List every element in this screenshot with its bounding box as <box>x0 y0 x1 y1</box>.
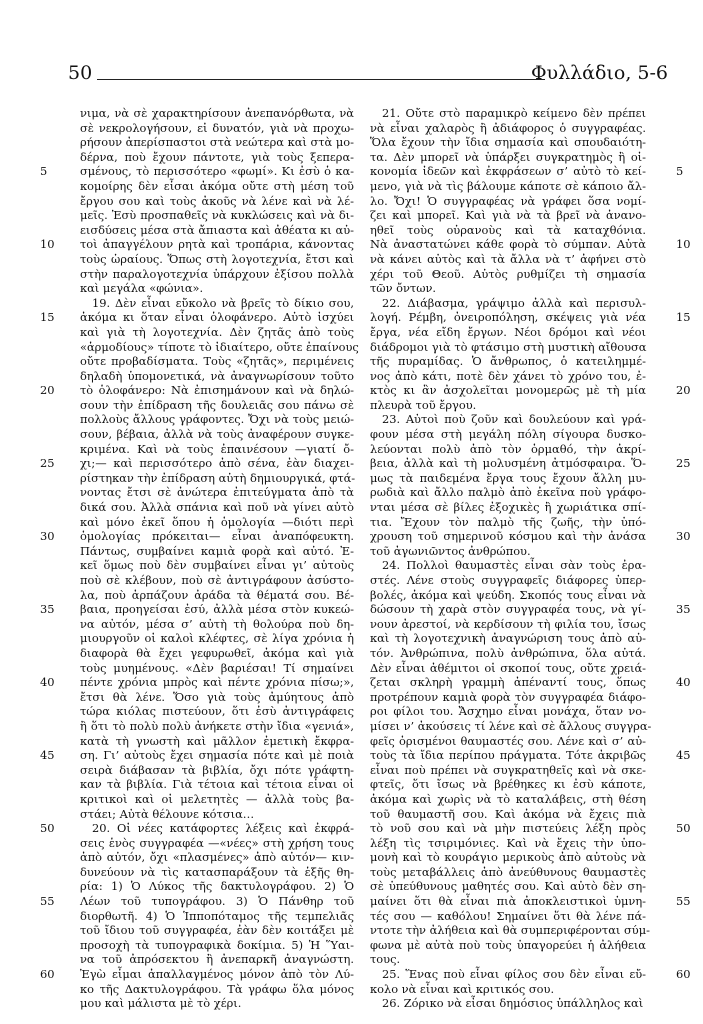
text-line: ρίστηκαν τὴν ἐπίδραση αὐτὴ δημιουργικά, φτά- <box>80 470 356 485</box>
text-line: χρουση τοῦ σημερινοῦ κόσμου καὶ τὴν ἀνάσα <box>370 529 646 544</box>
line-number: 50 <box>40 821 55 836</box>
text-line: ζει καὶ μπορεῖ. Καὶ γιὰ νὰ τὰ βρεῖ νὰ ἀνανο- <box>370 208 646 223</box>
text-line: τους. <box>370 952 401 967</box>
line-number: 5 <box>40 164 48 179</box>
text-line: σουν, βέβαια, ἀλλὰ νὰ τοὺς ἀναφέρουν συγκε- <box>80 427 354 442</box>
text-line: δικά σου. Ἀλλὰ σπάνια καὶ ποῦ νὰ γίνει αὐτὸ <box>80 500 354 515</box>
text-line: τοὶ ἀπαγγέλουν ρητὰ καὶ τροπάρια, κάνοντας <box>80 237 354 252</box>
right-column <box>370 106 652 1011</box>
text-line: κριτικοὶ καὶ οἱ μελετητὲς — ἀλλὰ τοὺς βα- <box>80 791 354 806</box>
line-number: 50 <box>676 821 691 836</box>
line-number: 40 <box>676 675 691 690</box>
line-number: 25 <box>676 456 691 471</box>
text-line: καὶ μόνο ἐκεῖ ὅπου ἡ ὁμολογία —διότι περὶ <box>80 514 354 529</box>
line-number: 25 <box>40 456 55 471</box>
text-line: χέρι τοῦ Θεοῦ. Αὐτὸς ρυθμίζει τὴ σημασία <box>370 266 646 281</box>
text-line: ρία: 1) Ὁ Λύκος τῆς δακτυλογράφου. 2) Ὁ <box>80 879 354 894</box>
line-number: 45 <box>676 748 691 763</box>
line-number: 30 <box>40 529 55 544</box>
text-line: να αὐτόν, μέσα σ’ αὐτὴ τὴ θολούρα ποὺ δη- <box>80 616 354 631</box>
text-line: σουν τὴν ἐπίδραση τῆς δουλειᾶς σου πάνω σὲ <box>80 397 354 412</box>
text-line: μιουργοῦν οἱ καλοὶ κλέφτες, σὲ λίγα χρόνια ἡ <box>80 631 354 646</box>
text-line: τὸ ὁλοφάνερο: Νὰ ἐπισημάνουν καὶ νὰ δηλώ- <box>80 383 354 398</box>
text-line: προτρέπουν καμιὰ φορὰ τὸν συγγραφέα διάφο- <box>370 689 646 704</box>
line-number: 30 <box>676 529 691 544</box>
text-line: 20. Οἱ νέες κατάφορτες λέξεις καὶ ἐκφρά- <box>92 821 354 836</box>
text-line: ἢ ὅτι τὸ πολὺ πολὺ ἀνήκετε στὴν ἴδια «γενιά», <box>80 718 354 733</box>
text-line: ἔργα, νέα εἴδη ἔργων. Νέοι δρόμοι καὶ νέοι <box>370 324 646 339</box>
text-line: βολές, ἀκόμα καὶ ψεύδη. Σκοπός τους εἶναι νὰ <box>370 587 646 602</box>
text-line: κονομία ἰδεῶν καὶ ἐκφράσεων σ’ αὐτὸ τὸ κεί- <box>370 164 646 179</box>
text-line: 24. Πολλοὶ θαυμαστὲς εἶναι σὰν τοὺς ἐρα- <box>382 558 646 573</box>
text-line: σμένους, τὸ περισσότερο «φωμί». Κι ἐσὺ ὁ κα- <box>80 164 354 179</box>
text-line: σειρὰ διάβασαν τὰ βιβλία, ὄχι πότε γράφτη- <box>80 762 354 777</box>
text-line: Δὲν εἶναι ἀθέμιτοι οἱ σκοποί τους, οὔτε χρειά- <box>370 660 646 675</box>
text-line: στές. Λένε στοὺς συγγραφεῖς διάφορες ὑπερ- <box>370 573 646 587</box>
line-number: 45 <box>40 748 55 763</box>
text-line: ἔργου σου καὶ τοὺς ἀκοῦς νὰ λένε καὶ νὰ λέ- <box>80 193 354 208</box>
text-line: ἀκόμα κι ὅταν εἶναι ὁλοφάνερο. Αὐτὸ ἰσχύει <box>80 310 354 325</box>
text-line: καὶ γιὰ τὴ λογοτεχνία. Δὲν ζητᾶς ἀπὸ τοὺς <box>80 324 354 339</box>
text-line: τοὺς ὡραίους. Ὅπως στὴ λογοτεχνία, ἔτσι καὶ <box>80 251 354 266</box>
text-line: ὁμολογίας πρόκειται— εἶναι ἀναπόφευκτη. <box>80 529 354 544</box>
text-line: κριμένα. Καὶ νὰ τοὺς ἐπαινέσουν —γιατί ὄ- <box>80 441 354 456</box>
text-line: διάδρομοι γιὰ τὸ φτάσιμο στὴ μυστικὴ αἴθουσα <box>370 339 647 354</box>
text-line: φτεῖς, ὅτι ἴσως νὰ βρέθηκες κι ἐσὺ κάποτε, <box>370 777 646 792</box>
text-line: τώρα κιόλας πιστεύουν, ὅτι ἐσὺ ἀντιγράφεις <box>80 704 354 719</box>
text-line: μονὴ καὶ τὸ κουράγιο μερικοὺς ἀπὸ αὐτοὺς νὰ <box>370 850 646 865</box>
text-line: χι;— καὶ περισσότερο ἀπὸ σένα, ἐὰν διαχει- <box>80 456 354 471</box>
line-number: 10 <box>676 237 691 252</box>
text-line: λα, ποὺ ἁρπάζουν ἀράδα τὰ θέματά σου. Βέ- <box>80 587 354 602</box>
text-line: τοὺς μεταβάλλεις ἀπὸ ἀνεύθυνους θαυμαστὲς <box>370 864 646 879</box>
text-line: μως τὰ παιδεμένα ἔργα τους ἔχουν ἄλλη μυ- <box>370 470 646 485</box>
text-line: τές σου — καθόλου! Σημαίνει ὅτι θὰ λένε πά- <box>370 908 646 923</box>
text-line: ἔτσι θὰ λένε. Ὅσο γιὰ τοὺς ἀμύητους ἀπὸ <box>80 689 354 704</box>
text-line: ρήσουν ἀπερίσπαστοι στὰ νεώτερα καὶ στὰ μο- <box>80 135 354 150</box>
text-line: καὶ τὴ λογοτεχνικὴ ἀναγνώριση τους ἀπὸ αὐ- <box>370 631 646 646</box>
line-number: 60 <box>40 967 55 982</box>
text-line: ποὺ σὲ κλέβουν, ποὺ σὲ ἀντιγράφουν ἀσύστο- <box>80 573 354 587</box>
text-line: λο. Ὄχι! Ὁ συγγραφέας νὰ γράφει ὅσα νομί- <box>370 193 646 208</box>
text-line: Ὅλα ἔχουν τὴν ἴδια σημασία καὶ σπουδαιότη- <box>370 135 646 150</box>
text-line: 22. Διάβασμα, γράψιμο ἀλλὰ καὶ περισυλ- <box>382 295 646 310</box>
text-line: Λέων τοῦ τυπογράφου. 3) Ὁ Πάνθηρ τοῦ <box>80 894 354 909</box>
text-line: πλευρὰ τοῦ ἔργου. <box>370 397 477 412</box>
text-line: ροι φίλοι του. Ἄσχημο εἶναι μονάχα, ὅταν νο- <box>370 704 646 719</box>
text-line: ἀκόμα καὶ χωρὶς νὰ τὸ καταλάβεις, στὴ θέση <box>370 791 646 806</box>
text-line: δέρνα, ποὺ ἔχουν πάντοτε, γιὰ τοὺς ξεπερα- <box>80 149 354 164</box>
text-line: τόν. Ἀνθρώπινα, πολὺ ἀνθρώπινα, ὅλα αὐτά. <box>370 645 646 660</box>
line-number: 55 <box>40 894 55 909</box>
text-line: ἀπὸ αὐτόν, ὄχι «πλασμένες» ἀπὸ αὐτόν— κιν- <box>80 850 354 865</box>
text-line: 23. Αὐτοὶ ποὺ ζοῦν καὶ δουλεύουν καὶ γρά- <box>382 412 646 427</box>
text-line: τὸ νοῦ σου καὶ νὰ μὴν πιστεύεις λέξη πρὸς <box>370 821 646 836</box>
line-number: 10 <box>40 237 55 252</box>
text-line: Πάντως, συμβαίνει καμιὰ φορὰ καὶ αὐτό. Ἐ- <box>80 543 354 558</box>
text-line: εἶναι ποὺ πρέπει νὰ συγκρατηθεῖς καὶ νὰ σκε- <box>370 762 646 777</box>
line-number: 55 <box>676 894 691 909</box>
text-line: 19. Δὲν εἶναι εὔκολο νὰ βρεῖς τὸ δίκιο σου, <box>92 295 354 310</box>
text-line: διαφορὰ θὰ ἔχει γεφυρωθεῖ, ἀκόμα καὶ γιὰ <box>80 645 354 660</box>
text-line: δηλαδὴ ὑπομονετικά, νὰ ἀναγνωρίσουν τοῦτο <box>80 368 354 383</box>
text-line: νουν ἀρεστοί, νὰ κερδίσουν τὴ φιλία του, ἴσως <box>370 616 646 631</box>
text-line: νος ἀπὸ κάτι, ποτὲ δὲν χάνει τὸ χρόνο του, ἐ- <box>370 368 646 383</box>
text-line: μου καὶ μάλιστα μὲ τὸ χέρι. <box>80 996 242 1011</box>
text-line: τοῦ ἴδιου τοῦ συγγραφέα, ἐὰν δὲν κοιτάξει μὲ <box>80 923 354 938</box>
text-line: φωνα μὲ αὐτὰ ποὺ τοὺς ὑπαγορεύει ἡ ἀλήθεια <box>370 937 646 952</box>
text-line: φουν μέσα στὴ μεγάλη πόλη σίγουρα δυσκο- <box>370 427 646 442</box>
text-line: μεῖς. Ἐσὺ προσπαθεῖς νὰ κυκλώσεις καὶ νὰ δι- <box>80 208 354 223</box>
header-rule <box>97 79 545 80</box>
text-line: Ἐγὼ εἶμαι ἀπαλλαγμένος μόνον ἀπὸ τὸν Λύ- <box>80 967 354 982</box>
left-column <box>80 106 359 1011</box>
text-line: να τοῦ ἀπρόσεκτου ἢ ἀνεπαρκῆ ἀναγνώστη. <box>80 952 354 967</box>
text-line: τοῦ ἀγωνιῶντος ἀνθρώπου. <box>370 543 531 558</box>
text-line: τοὺς τὰ ἴδια περίπου πράγματα. Τότε ἀκριβῶς <box>370 748 646 763</box>
text-line: στὴν παραλογοτεχνία ὑπάρχουν ἐξίσου πολλὰ <box>80 266 354 281</box>
line-number: 15 <box>40 310 55 325</box>
text-line: ρωδιὰ καὶ ἄλλο παλμὸ ἀπὸ ἐκεῖνα ποὺ γράφο- <box>370 485 646 500</box>
text-line: κατὰ τὴ γνωστὴ καὶ μᾶλλον ἐμετικὴ ἔκφρα- <box>80 733 354 748</box>
text-line: νὰ κάνει αὐτὸς καὶ τὰ ἄλλα νὰ τ’ ἀφήνει στὸ <box>370 251 646 266</box>
text-line: εισδύσεις μέσα στὰ ἄπιαστα καὶ ἀθέατα κι αὐ- <box>80 222 354 237</box>
text-line: οὔτε προβαδίσματα. Τοὺς «ζητᾶς», περιμένεις <box>80 354 354 369</box>
text-line: νοντας ἔτσι σὲ ἀνώτερα ἐπιτεύγματα ἀπὸ τὰ <box>80 485 354 500</box>
text-line: μίσει ν’ ἀκούσεις τί λένε καὶ σὲ ἄλλους συγγρα- <box>370 718 652 733</box>
text-line: κομοίρης δὲν εἶσαι ἀκόμα οὔτε στὴ μέση τοῦ <box>80 178 354 193</box>
line-number: 35 <box>676 602 691 617</box>
text-line: πέντε χρόνια μπρὸς καὶ πέντε χρόνια πίσω;», <box>80 675 354 690</box>
text-line: σεις ἑνὸς συγγραφέα —«νέες» στὴ χρήση τους <box>80 835 354 850</box>
text-line: νιμα, νὰ σὲ χαρακτηρίσουν ἀνεπανόρθωτα, νὰ <box>80 106 354 120</box>
line-number: 40 <box>40 675 55 690</box>
text-line: τοῦ θαυμαστῆ σου. Καὶ ἀκόμα νὰ ἔχεις πιὰ <box>370 806 646 821</box>
text-line: φεῖς ὁρισμένοι θαυμαστές σου. Λένε καὶ σ’ αὐ- <box>370 733 646 748</box>
text-line: 21. Οὔτε στὸ παραμικρὸ κείμενο δὲν πρέπει <box>382 106 646 120</box>
text-line: καὶ μεγάλα «φώνια». <box>80 281 204 296</box>
text-line: σὲ ὑπεύθυνους μαθητές σου. Καὶ αὐτὸ δὲν ση- <box>370 879 646 894</box>
line-number: 60 <box>676 967 691 982</box>
text-line: τα. Δὲν μπορεῖ νὰ ὑπάρξει συγκρατημὸς ἢ οἰ- <box>370 149 646 164</box>
text-line: μενο, γιὰ νὰ τὶς βάλουμε κάποτε σὲ κάποιο ἄλ- <box>370 178 646 193</box>
text-line: κο τῆς Δακτυλογράφου. Τὰ γράφω ὅλα μόνος <box>80 981 354 996</box>
running-title: Φυλλάδιο, 5-6 <box>530 62 668 84</box>
text-line: διορθωτῆ. 4) Ὁ Ἱπποπόταμος τῆς τεμπελιᾶς <box>80 908 354 923</box>
text-line: στάει; Αὐτὰ θέλουνε κότσια… <box>80 806 255 821</box>
text-line: ση. Γι’ αὐτοὺς ἔχει σημασία πότε καὶ μὲ ποιὰ <box>80 748 354 763</box>
line-number: 35 <box>40 602 55 617</box>
text-line: προσοχὴ τὰ τυπογραφικὰ δοκίμια. 5) Ἡ Ὕαι- <box>80 937 354 952</box>
text-line: λεύονται πολὺ ἀπὸ τὸν ὁρμαθό, τὴν ἀκρί- <box>370 441 646 456</box>
text-line: 26. Ζόρικο νὰ εἶσαι δημόσιος ὑπάλληλος καὶ <box>382 996 644 1011</box>
text-line: μαίνει ὅτι θὰ εἶναι πιὰ ἀποκλειστικοὶ ὑμνη- <box>370 894 646 909</box>
line-number: 20 <box>676 383 691 398</box>
text-line: βεια, ἀλλὰ καὶ τὴ μολυσμένη ἀτμόσφαιρα. Ὅ- <box>370 456 646 471</box>
text-line: κεῖ ὅμως ποὺ δὲν συμβαίνει εἶναι γι’ αὐτοὺς <box>80 558 354 573</box>
text-line: νὰ εἶναι χαλαρὸς ἢ ἀδιάφορος ὁ συγγραφέας. <box>370 120 646 135</box>
text-line: δώσουν τὴ χαρὰ στὸν συγγραφέα τους, νὰ γί- <box>370 602 646 617</box>
text-line: ζεται σκληρὴ γραμμὴ ἀπέναντί τους, ὅπως <box>370 675 646 690</box>
page-header <box>68 62 668 86</box>
text-line: λογή. Ρέμβη, ὀνειροπόληση, σκέψεις γιὰ νέα <box>370 310 646 325</box>
text-line: πολλοὺς ἄλλους γράφοντες. Ὄχι νὰ τοὺς μειώ- <box>80 412 354 427</box>
text-line: νται μέσα σὲ βίλες ἐξοχικὲς ἢ χωριάτικα σπί- <box>370 500 646 515</box>
text-line: βαια, προηγείσαι ἐσύ, ἀλλὰ μέσα στὸν κυκεώ- <box>80 602 354 617</box>
text-line: σὲ νεκρολογήσουν, εἰ δυνατόν, γιὰ νὰ προχω- <box>80 120 354 135</box>
text-line: τοὺς μυημένους. «Δὲν βαριέσαι! Τί σημαίνει <box>80 660 354 675</box>
text-line: κτὸς κι ἂν ἀσχολεῖται μονομερῶς μὲ τὴ μία <box>370 383 646 398</box>
text-line: τια. Ἔχουν τὸν παλμὸ τῆς ζωῆς, τὴν ὑπό- <box>370 514 646 529</box>
text-line: δυνεύουν νὰ τὶς κατασπαράξουν τὰ ἑξῆς θη- <box>80 864 354 879</box>
text-line: ντοτε τὴν ἀλήθεια καὶ θὰ συμπεριφέρονται σύμ- <box>370 923 650 938</box>
text-line: «ἁρμοδίους» τίποτε τὸ ἰδιαίτερο, οὔτε ἐπαίνους <box>80 339 359 354</box>
text-line: καν τὰ βιβλία. Γιὰ τέτοια καὶ τέτοια εἶναι οἱ <box>80 777 354 792</box>
line-number: 15 <box>676 310 691 325</box>
text-line: κολο νὰ εἶναι καὶ κριτικός σου. <box>370 981 555 996</box>
text-line: Νὰ ἀναστατώνει κάθε φορὰ τὸ σύμπαν. Αὐτὰ <box>370 237 646 252</box>
text-line: ηθεῖ τοὺς οὐρανοὺς καὶ τὰ καταχθόνια. <box>370 222 646 237</box>
text-line: λέξη τὶς τσιριμόνιες. Καὶ νὰ ἔχεις τὴν ὑπο- <box>370 835 646 850</box>
page-number: 50 <box>68 62 93 84</box>
text-line: τῶν ὄντων. <box>370 281 437 296</box>
text-line: τῆς πυραμίδας. Ὁ ἄνθρωπος, ὁ κατειλημμέ- <box>370 354 646 369</box>
line-number: 20 <box>40 383 55 398</box>
text-line: 25. Ἕνας ποὺ εἶναι φίλος σου δὲν εἶναι εὔ- <box>382 967 646 982</box>
line-number: 5 <box>676 164 684 179</box>
